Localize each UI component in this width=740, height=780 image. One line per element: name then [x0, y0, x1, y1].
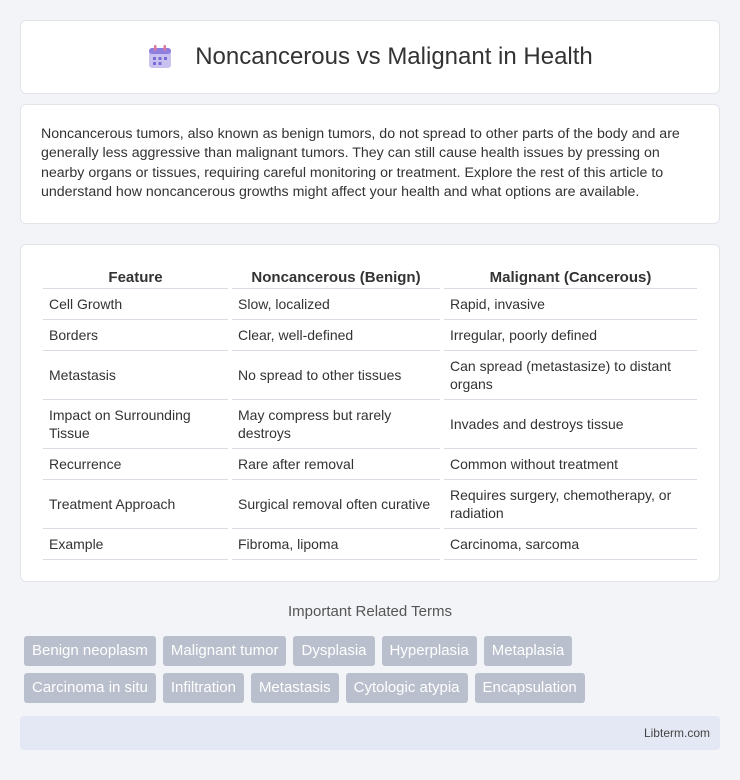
comparison-table-card [20, 244, 720, 582]
column-header-feature: Feature [43, 265, 228, 289]
related-terms-list [24, 636, 724, 710]
table-cell: Requires surgery, chemotherapy, or radiation [444, 480, 697, 529]
table-cell: Common without treatment [444, 449, 697, 480]
tag-infiltration[interactable]: Infiltration [163, 673, 244, 703]
table-row [43, 529, 697, 560]
table-cell: Fibroma, lipoma [232, 529, 440, 560]
table-cell: Example [43, 529, 228, 560]
table-cell: Impact on Surrounding Tissue [43, 400, 228, 449]
table-row [43, 351, 697, 400]
table-cell: Can spread (metastasize) to distant organs [444, 351, 697, 400]
footer-brand[interactable]: Libterm.com [643, 726, 710, 740]
table-cell: Rapid, invasive [444, 289, 697, 320]
table-row [43, 289, 697, 320]
related-terms-heading: Important Related Terms [288, 603, 452, 620]
table-row [43, 480, 697, 529]
tag-row [24, 636, 724, 666]
table-cell: Clear, well-defined [232, 320, 440, 351]
table-cell: Carcinoma, sarcoma [444, 529, 697, 560]
column-header-malignant: Malignant (Cancerous) [444, 265, 697, 289]
tag-row [24, 673, 724, 703]
intro-paragraph: Noncancerous tumors, also known as benign tumors, do not spread to other parts of the body and are generally less aggressive than malignant tumors. They can still cause health issues by pressing on nearby organs or tissues, requiring careful monitoring or treatment. Explore the rest of this article to understand how noncancerous growths might affect your health and what options are available. [41, 126, 680, 200]
table-cell: Treatment Approach [43, 480, 228, 529]
tag-dysplasia[interactable]: Dysplasia [293, 636, 374, 666]
table-cell: Surgical removal often curative [232, 480, 440, 529]
tag-carcinoma-in-situ[interactable]: Carcinoma in situ [24, 673, 156, 703]
table-row [43, 320, 697, 351]
table-cell: Metastasis [43, 351, 228, 400]
table-cell: Cell Growth [43, 289, 228, 320]
intro-card [20, 104, 720, 224]
column-header-benign: Noncancerous (Benign) [232, 265, 440, 289]
table-cell: Borders [43, 320, 228, 351]
tag-benign-neoplasm[interactable]: Benign neoplasm [24, 636, 156, 666]
tag-cytologic-atypia[interactable]: Cytologic atypia [346, 673, 468, 703]
tag-metastasis[interactable]: Metastasis [251, 673, 339, 703]
table-cell: May compress but rarely destroys [232, 400, 440, 449]
tag-metaplasia[interactable]: Metaplasia [484, 636, 573, 666]
table-cell: Invades and destroys tissue [444, 400, 697, 449]
tag-malignant-tumor[interactable]: Malignant tumor [163, 636, 287, 666]
table-cell: Irregular, poorly defined [444, 320, 697, 351]
tag-hyperplasia[interactable]: Hyperplasia [382, 636, 477, 666]
footer [20, 716, 720, 750]
table-cell: Slow, localized [232, 289, 440, 320]
table-cell: No spread to other tissues [232, 351, 440, 400]
comparison-table [39, 265, 701, 560]
table-header-row [43, 265, 697, 289]
header-card [20, 20, 720, 94]
calendar-icon [147, 44, 173, 70]
tag-encapsulation[interactable]: Encapsulation [475, 673, 585, 703]
table-row [43, 400, 697, 449]
page-title: Noncancerous vs Malignant in Health [195, 43, 593, 70]
table-cell: Recurrence [43, 449, 228, 480]
table-cell: Rare after removal [232, 449, 440, 480]
table-row [43, 449, 697, 480]
